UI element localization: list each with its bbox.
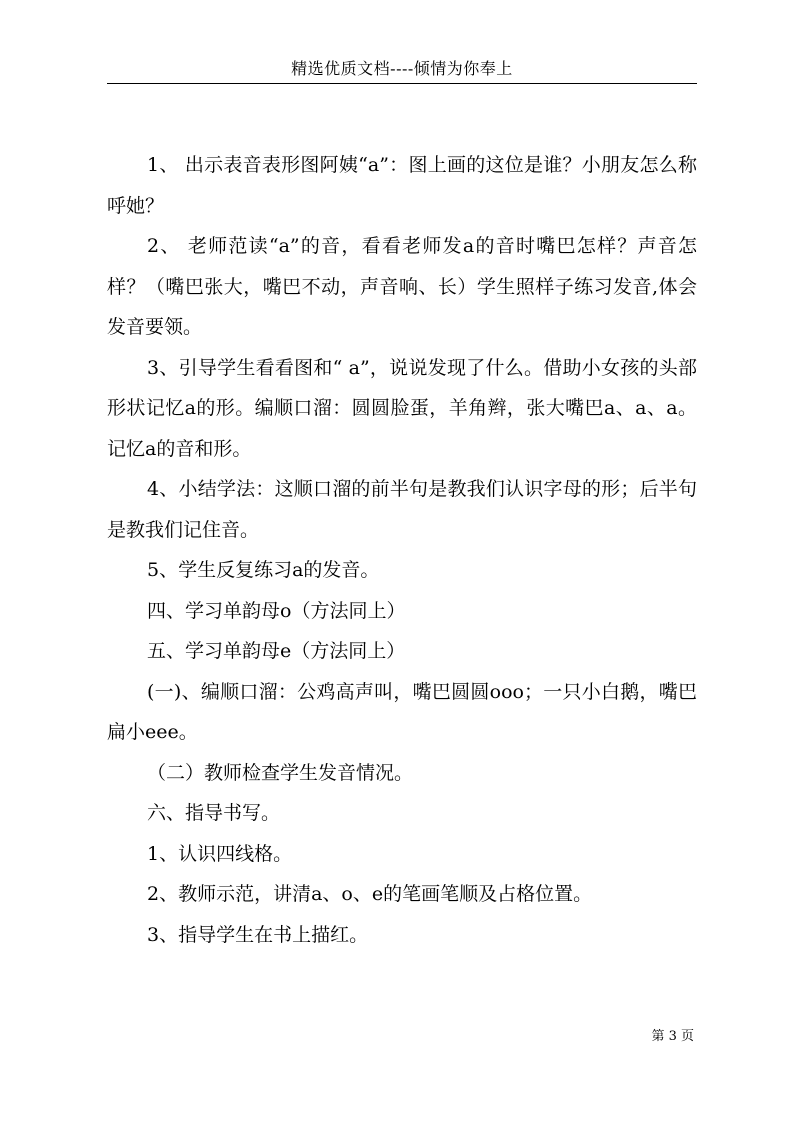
paragraph-4: 4、小结学法：这顺口溜的前半句是教我们认识字母的形；后半句是教我们记住音。 bbox=[107, 478, 697, 541]
paragraph-13: 3、指导学生在书上描红。 bbox=[147, 923, 369, 946]
paragraph-7: 五、学习单韵母e（方法同上） bbox=[147, 640, 406, 662]
page-header-title: 精选优质文档----倾情为你奉上 bbox=[291, 59, 513, 78]
paragraph-3: 3、引导学生看看图和“ a”，说说发现了什么。借助小女孩的头部形状记忆a的形。编顺口溜：圆圆脸蛋，羊角辫，张大嘴巴a、a、a。记忆a的音和形。 bbox=[107, 356, 697, 460]
paragraph-9: （二）教师检查学生发音情况。 bbox=[147, 761, 414, 784]
document-body bbox=[107, 145, 697, 955]
header-divider bbox=[107, 83, 697, 84]
paragraph-6: 四、学习单韵母o（方法同上） bbox=[147, 599, 406, 622]
page-number: 第 3 页 bbox=[651, 1029, 694, 1044]
paragraph-5: 5、学生反复练习a的发音。 bbox=[147, 559, 380, 581]
paragraph-12: 2、教师示范，讲清a、o、e的笔画笔顺及占格位置。 bbox=[147, 883, 593, 905]
paragraph-10: 六、指导书写。 bbox=[147, 802, 281, 824]
paragraph-2: 2、 老师范读“a”的音，看看老师发a的音时嘴巴怎样？声音怎样？（嘴巴张大，嘴巴不动，声音响、长）学生照样子练习发音,体会发音要领。 bbox=[107, 235, 697, 338]
paragraph-8: (一)、编顺口溜：公鸡高声叫，嘴巴圆圆ooo；一只小白鹅，嘴巴扁小eee。 bbox=[107, 680, 697, 743]
paragraph-11: 1、认识四线格。 bbox=[147, 842, 293, 865]
paragraph-1: 1、 出示表音表形图阿姨“a”：图上画的这位是谁？小朋友怎么称呼她？ bbox=[107, 154, 697, 217]
